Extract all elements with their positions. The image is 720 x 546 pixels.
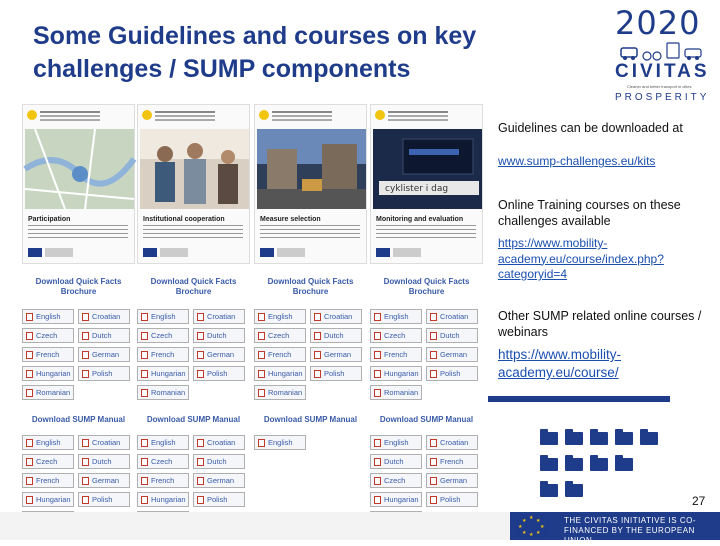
cover-title: Measure selection [260,216,321,223]
pdf-icon [197,496,204,504]
pdf-icon [26,332,33,340]
pdf-icon [26,458,33,466]
pdf-icon [374,389,381,397]
pdf-icon [82,458,89,466]
logo-tagline: Cleaner and better transport in cities [627,84,692,89]
pdf-icon [258,351,265,359]
language-button[interactable]: French [137,473,189,488]
pdf-icon [374,313,381,321]
pdf-icon [82,496,89,504]
webinars-link[interactable]: https://www.mobility-academy.eu/course/ [498,347,622,380]
page-number: 27 [692,494,706,508]
language-button[interactable]: Polish [78,366,130,381]
pdf-icon [430,370,437,378]
language-button[interactable]: English [22,435,74,450]
guidelines-link[interactable]: www.sump-challenges.eu/kits [498,154,656,168]
pdf-icon [374,458,381,466]
language-button[interactable]: Polish [426,366,478,381]
pdf-icon [82,351,89,359]
pdf-icon [82,332,89,340]
pdf-icon [197,313,204,321]
pdf-icon [258,332,265,340]
pdf-icon [197,477,204,485]
language-button[interactable]: German [426,347,478,362]
language-button[interactable]: French [137,347,189,362]
logo-brand: CIVITAS [615,61,710,82]
guidelines-text: Guidelines can be downloaded at [498,121,683,135]
language-button[interactable]: Polish [426,492,478,507]
svg-text:cyklister i dag: cyklister i dag [385,184,449,194]
pdf-icon [197,439,204,447]
pdf-icon [141,496,148,504]
pdf-icon [141,389,148,397]
pdf-icon [197,370,204,378]
language-button[interactable]: German [310,347,362,362]
pdf-icon [197,351,204,359]
eu-flag-icon: ★ ★ ★ ★ ★ ★ ★ ★ [514,514,550,538]
pdf-icon [141,439,148,447]
language-button[interactable]: Czech [370,328,422,343]
footer [0,512,720,545]
language-button[interactable]: Czech [22,328,74,343]
language-button[interactable]: German [78,347,130,362]
language-button[interactable]: Romanian [370,385,422,400]
pdf-icon [141,351,148,359]
language-button[interactable]: Hungarian [22,492,74,507]
pdf-icon [374,477,381,485]
pdf-icon [26,477,33,485]
pdf-icon [430,458,437,466]
pdf-icon [314,332,321,340]
language-button[interactable]: Croatian [426,309,478,324]
civitas-prosperity-logo [605,4,717,106]
transport-icons [619,40,705,62]
language-button[interactable]: French [22,473,74,488]
language-button[interactable]: Croatian [78,435,130,450]
language-button[interactable]: Hungarian [254,366,306,381]
download-sump-manual-label[interactable]: Download SUMP Manual [263,415,358,424]
pdf-icon [26,389,33,397]
language-button[interactable]: English [254,309,306,324]
pdf-icon [82,477,89,485]
pdf-icon [374,439,381,447]
language-button[interactable]: English [370,435,422,450]
pdf-icon [430,313,437,321]
download-quick-facts-label[interactable]: Download Quick Facts Brochure [267,277,354,296]
language-button[interactable]: Dutch [78,454,130,469]
language-button[interactable]: English [254,435,306,450]
pdf-icon [82,370,89,378]
download-sump-manual-label[interactable]: Download SUMP Manual [379,415,474,424]
pdf-icon [197,332,204,340]
pdf-icon [314,351,321,359]
training-link[interactable]: https://www.mobility-academy.eu/course/index.php?categoryid=4 [498,236,664,281]
pdf-icon [26,496,33,504]
pdf-icon [258,313,265,321]
pdf-icon [374,496,381,504]
pdf-icon [258,389,265,397]
slide-title: Some Guidelines and courses on key challenges / SUMP components [33,22,477,83]
city-map-image [25,129,134,209]
download-quick-facts-label[interactable]: Download Quick Facts Brochure [150,277,237,296]
language-button[interactable]: Dutch [310,328,362,343]
pdf-icon [374,332,381,340]
download-quick-facts-label[interactable]: Download Quick Facts Brochure [35,277,122,296]
language-button[interactable]: Czech [370,473,422,488]
pdf-icon [430,477,437,485]
language-button[interactable]: Dutch [193,328,245,343]
language-button[interactable]: Hungarian [137,492,189,507]
pdf-icon [141,458,148,466]
pdf-icon [141,332,148,340]
mobility-academy-screenshot [488,396,670,504]
language-button[interactable]: English [137,435,189,450]
language-button[interactable]: German [193,473,245,488]
meeting-photo [140,129,249,209]
language-button[interactable]: Polish [193,366,245,381]
language-button[interactable]: English [137,309,189,324]
pdf-icon [430,496,437,504]
language-button[interactable]: Dutch [193,454,245,469]
language-button[interactable]: French [370,347,422,362]
pdf-icon [82,313,89,321]
language-button[interactable]: English [22,309,74,324]
display-sign-photo [373,129,482,209]
language-button[interactable]: English [370,309,422,324]
pdf-icon [141,477,148,485]
language-button[interactable]: Czech [254,328,306,343]
language-button[interactable]: Polish [193,492,245,507]
language-button[interactable]: Dutch [426,328,478,343]
language-button[interactable]: German [426,473,478,488]
pdf-icon [258,439,265,447]
cover-title: Monitoring and evaluation [376,216,464,223]
brochure-cover[interactable] [370,104,483,264]
language-button[interactable]: French [254,347,306,362]
logo-program: PROSPERITY [615,92,710,103]
language-button[interactable]: Hungarian [370,492,422,507]
training-text: Online Training courses on these challenges available [498,198,681,228]
language-button[interactable]: Czech [22,454,74,469]
language-button[interactable]: Croatian [78,309,130,324]
download-quick-facts-label[interactable]: Download Quick Facts Brochure [383,277,470,296]
pdf-icon [26,313,33,321]
pdf-icon [141,313,148,321]
language-button[interactable]: German [78,473,130,488]
language-button[interactable]: Romanian [137,385,189,400]
street-photo [257,129,366,209]
language-button[interactable]: Croatian [193,309,245,324]
pdf-icon [258,370,265,378]
language-button[interactable]: Czech [137,454,189,469]
language-button[interactable]: Hungarian [137,366,189,381]
pdf-icon [374,351,381,359]
pdf-icon [82,439,89,447]
language-button[interactable]: Dutch [78,328,130,343]
brochure-collage [20,104,490,529]
webinars-text: Other SUMP related online courses / webinars [498,309,702,339]
language-button[interactable]: Romanian [22,385,74,400]
language-button[interactable]: Croatian [426,435,478,450]
pdf-icon [197,458,204,466]
cofinanced-text: THE CIVITAS INITIATIVE IS CO-FINANCED BY THE EUROPEAN UNION [564,516,696,545]
pdf-icon [26,439,33,447]
pdf-icon [26,351,33,359]
brochure-cover[interactable] [22,104,135,264]
language-button[interactable]: Polish [310,366,362,381]
language-button[interactable]: Czech [137,328,189,343]
cover-title: Participation [28,216,71,223]
language-button[interactable]: Romanian [254,385,306,400]
language-button[interactable]: French [22,347,74,362]
language-button[interactable]: Hungarian [22,366,74,381]
pdf-icon [430,332,437,340]
pdf-icon [314,313,321,321]
language-button[interactable]: German [193,347,245,362]
language-button[interactable]: Croatian [310,309,362,324]
pdf-icon [430,439,437,447]
logo-year: 2020 [615,4,701,42]
brochure-cover[interactable] [137,104,250,264]
pdf-icon [141,370,148,378]
pdf-icon [430,351,437,359]
language-button[interactable]: French [426,454,478,469]
download-sump-manual-label[interactable]: Download SUMP Manual [31,415,126,424]
cover-title: Institutional cooperation [143,216,225,223]
brochure-cover[interactable] [254,104,367,264]
pdf-icon [26,370,33,378]
pdf-icon [314,370,321,378]
language-button[interactable]: Polish [78,492,130,507]
language-button[interactable]: Dutch [370,454,422,469]
language-button[interactable]: Hungarian [370,366,422,381]
download-sump-manual-label[interactable]: Download SUMP Manual [146,415,241,424]
language-button[interactable]: Croatian [193,435,245,450]
pdf-icon [374,370,381,378]
